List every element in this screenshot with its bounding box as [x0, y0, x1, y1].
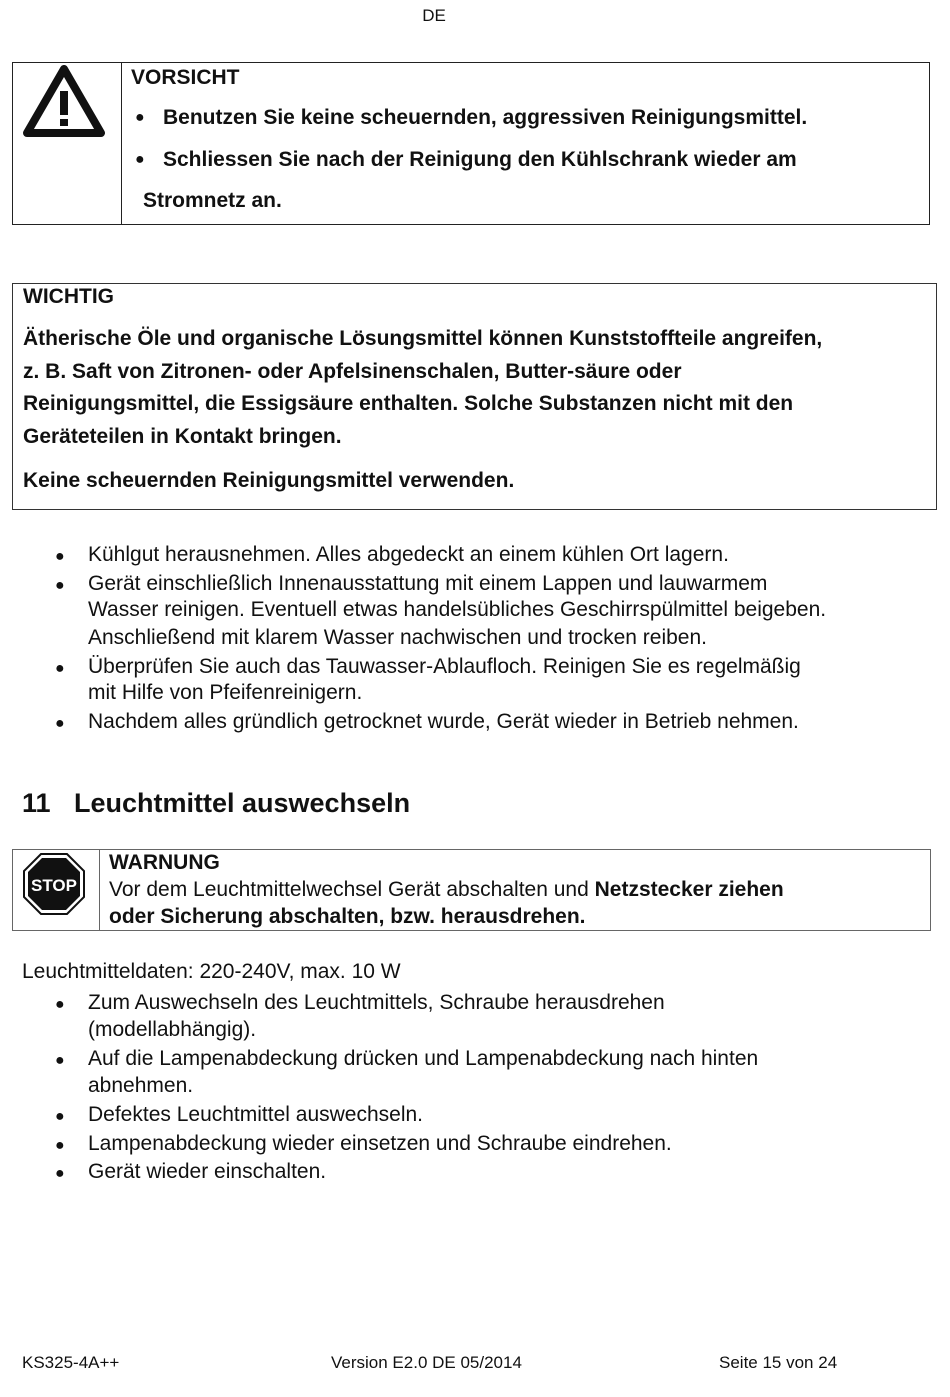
bullet-icon: ●	[135, 151, 145, 168]
list-item-text: abnehmen.	[88, 1074, 194, 1097]
bullet-icon: ●	[55, 1137, 65, 1154]
lamp-data: Leuchtmitteldaten: 220-240V, max. 10 W	[22, 960, 401, 983]
important-title: WICHTIG	[23, 285, 114, 308]
list-item-text: Überprüfen Sie auch das Tauwasser-Ablaufloch. Reinigen Sie es regelmäßig	[88, 655, 801, 678]
caution-title: VORSICHT	[131, 66, 240, 89]
caution-bullet-text: Stromnetz an.	[143, 189, 282, 212]
caution-icon-cell	[13, 63, 122, 224]
important-box	[12, 283, 937, 510]
bullet-icon: ●	[55, 548, 65, 565]
list-item-text: Kühlgut herausnehmen. Alles abgedeckt an einem kühlen Ort lagern.	[88, 543, 729, 566]
list-item-text: Nachdem alles gründlich getrocknet wurde, Gerät wieder in Betrieb nehmen.	[88, 710, 799, 733]
list-item-text: mit Hilfe von Pfeifenreinigern.	[88, 681, 363, 704]
important-line: z. B. Saft von Zitronen- oder Apfelsinenschalen, Butter-säure oder	[23, 360, 682, 383]
footer-model: KS325-4A++	[22, 1353, 120, 1372]
bullet-icon: ●	[55, 1108, 65, 1125]
caution-bullet-text: Schliessen Sie nach der Reinigung den Kühlschrank wieder am	[163, 148, 797, 171]
list-item-text: Gerät einschließlich Innenausstattung mit einem Lappen und lauwarmem	[88, 572, 768, 595]
section-heading	[22, 788, 410, 819]
page-header-lang: DE	[422, 6, 446, 25]
list-item-text: (modellabhängig).	[88, 1018, 257, 1041]
list-item-text: Defektes Leuchtmittel auswechseln.	[88, 1103, 424, 1126]
caution-box	[12, 62, 930, 225]
section-number: 11	[22, 788, 51, 818]
bullet-icon: ●	[55, 996, 65, 1013]
warning-line-normal: Vor dem Leuchtmittelwechsel Gerät abschalten und	[109, 878, 595, 901]
footer-page: Seite 15 von 24	[719, 1353, 838, 1372]
caution-bullet-text: Benutzen Sie keine scheuernden, aggressiven Reinigungsmittel.	[163, 106, 808, 129]
bullet-icon: ●	[55, 1165, 65, 1182]
list-item-text: Lampenabdeckung wieder einsetzen und Schraube eindrehen.	[88, 1132, 672, 1155]
bullet-icon: ●	[135, 109, 145, 126]
list-item-text: Wasser reinigen. Eventuell etwas handelsübliches Geschirrspülmittel beigeben.	[88, 598, 827, 621]
important-last-line: Keine scheuernden Reinigungsmittel verwenden.	[23, 469, 515, 492]
list-item-text: Auf die Lampenabdeckung drücken und Lampenabdeckung nach hinten	[88, 1047, 759, 1070]
important-line: Geräteteilen in Kontakt bringen.	[23, 425, 342, 448]
important-line: Reinigungsmittel, die Essigsäure enthalten. Solche Substanzen nicht mit den	[23, 392, 794, 415]
section-title: Leuchtmittel auswechseln	[74, 788, 411, 818]
bullet-icon: ●	[55, 660, 65, 677]
list-item-text: Zum Auswechseln des Leuchtmittels, Schraube herausdrehen	[88, 991, 665, 1014]
list-item-text: Anschließend mit klarem Wasser nachwischen und trocken reiben.	[88, 626, 707, 649]
warning-line-bold: Netzstecker ziehen	[594, 878, 784, 901]
important-line: Ätherische Öle und organische Lösungsmittel können Kunststoffteile angreifen,	[23, 327, 823, 350]
warning-line	[109, 878, 784, 902]
footer-version: Version E2.0 DE 05/2014	[331, 1353, 522, 1372]
warning-icon-cell	[13, 850, 100, 930]
stop-sign-icon	[22, 852, 86, 916]
list-item-text: Gerät wieder einschalten.	[88, 1160, 327, 1183]
warning-title: WARNUNG	[109, 851, 220, 874]
warning-box	[12, 849, 931, 931]
bullet-icon: ●	[55, 1052, 65, 1069]
warning-line: oder Sicherung abschalten, bzw. herausdrehen.	[109, 905, 586, 928]
warning-triangle-icon	[23, 65, 105, 137]
stop-sign-label: STOP	[31, 876, 77, 895]
bullet-icon: ●	[55, 715, 65, 732]
bullet-icon: ●	[55, 577, 65, 594]
